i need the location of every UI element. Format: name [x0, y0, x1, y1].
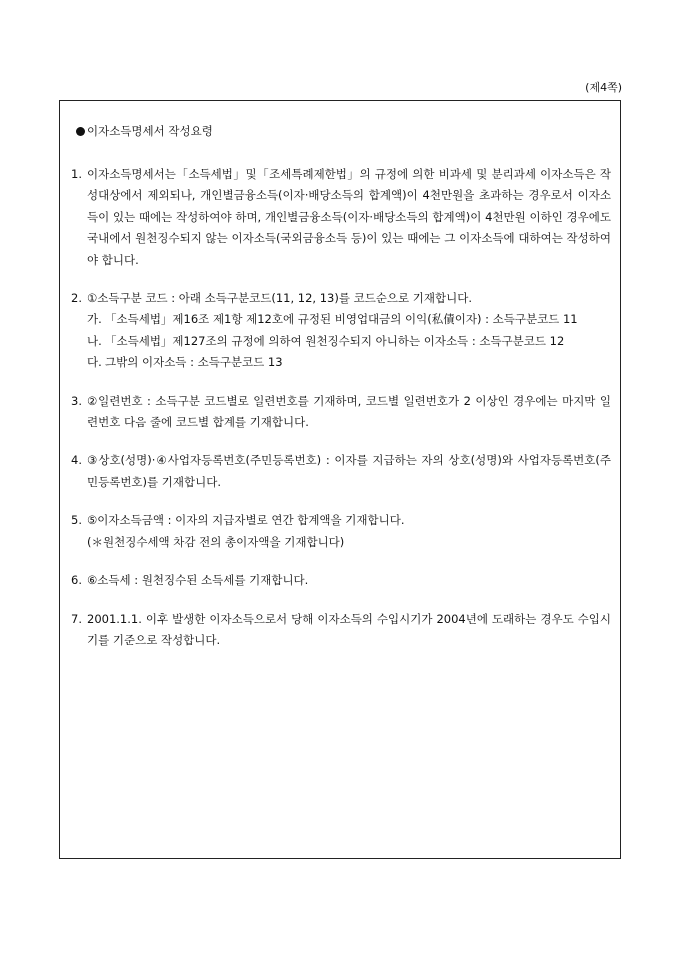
- instruction-list: [71, 164, 611, 668]
- item-number: 5.: [71, 513, 82, 528]
- item-number: 2.: [71, 291, 82, 306]
- sub-item-label: 나.: [87, 333, 102, 348]
- sub-item-da: [87, 352, 611, 373]
- section-heading: [76, 123, 213, 139]
- instruction-item-2: [71, 288, 611, 374]
- bullet-3-icon: [76, 127, 85, 136]
- instruction-item-6: [71, 570, 611, 591]
- instruction-item-5: [71, 510, 611, 553]
- page-number: (제4쪽): [585, 81, 622, 94]
- instruction-item-7: [71, 609, 611, 652]
- sub-item-text: 그밖의 이자소득 : 소득구분코드 13: [105, 355, 283, 370]
- item-number: 3.: [71, 393, 82, 408]
- instruction-item-1: [71, 164, 611, 271]
- heading-text: 이자소득명세서 작성요령: [87, 124, 213, 138]
- item-text: ②일련번호 : 소득구분 코드별로 일련번호를 기재하며, 코드별 일련번호가 2 이상인 경우에는 마지막 일련번호 다음 줄에 코드별 합계를 기재합니다.: [87, 393, 611, 430]
- sub-item-label: 가.: [87, 312, 102, 327]
- item-text: ⑥소득세 : 원천징수된 소득세를 기재합니다.: [87, 573, 309, 588]
- item-text: ③상호(성명)·④사업자등록번호(주민등록번호) : 이자를 지급하는 자의 상호(성명)와 사업자등록번호(주민등록번호)를 기재합니다.: [87, 453, 611, 489]
- item-note: (＊원천징수세액 차감 전의 총이자액을 기재합니다): [87, 534, 345, 549]
- sub-item-text: 「소득세법」제127조의 규정에 의하여 원천징수되지 아니하는 이자소득 : 소득구분코드 12: [105, 333, 565, 348]
- sub-item-text: 「소득세법」제16조 제1항 제12호에 규정된 비영업대금의 이익(私債이자) : 소득구분코드 11: [105, 312, 578, 327]
- item-text: 이자소득명세서는「소득세법」및「조세특례제한법」의 규정에 의한 비과세 및 분리과세 이자소득은 작성대상에서 제외되나, 개인별금융소득(이자·배당소득의 합계액)이 4천만원을 초과하는 경우로서 이자소득이 있는 때에는 작성하여야 하며, 개인별금융소득(이자·배당소득의 합계액)이 4천만원 이하인 경우에도 국내에서 원천징수되지 않는 이자소득(국외금융소득 등)이 있는 때에는 그 이자소득에 대하여는 작성하여야 합니다.: [87, 167, 611, 267]
- item-text: ⑤이자소득금액 : 이자의 지급자별로 연간 합계액을 기재합니다.: [87, 513, 405, 528]
- sub-item-na: [87, 331, 611, 352]
- item-number: 6.: [71, 573, 82, 588]
- item-text: 2001.1.1. 이후 발생한 이자소득으로서 당해 이자소득의 수입시기가 2004년에 도래하는 경우도 수입시기를 기준으로 작성합니다.: [87, 611, 611, 647]
- sub-item-ga: [87, 309, 611, 330]
- item-number: 4.: [71, 453, 82, 468]
- item-text: ①소득구분 코드 : 아래 소득구분코드(11, 12, 13)를 코드순으로 기재합니다.: [87, 291, 472, 306]
- item-number: 1.: [71, 167, 82, 181]
- instruction-item-4: [71, 450, 611, 493]
- sub-item-label: 다.: [87, 355, 102, 370]
- instruction-item-3: [71, 391, 611, 434]
- item-number: 7.: [71, 611, 82, 626]
